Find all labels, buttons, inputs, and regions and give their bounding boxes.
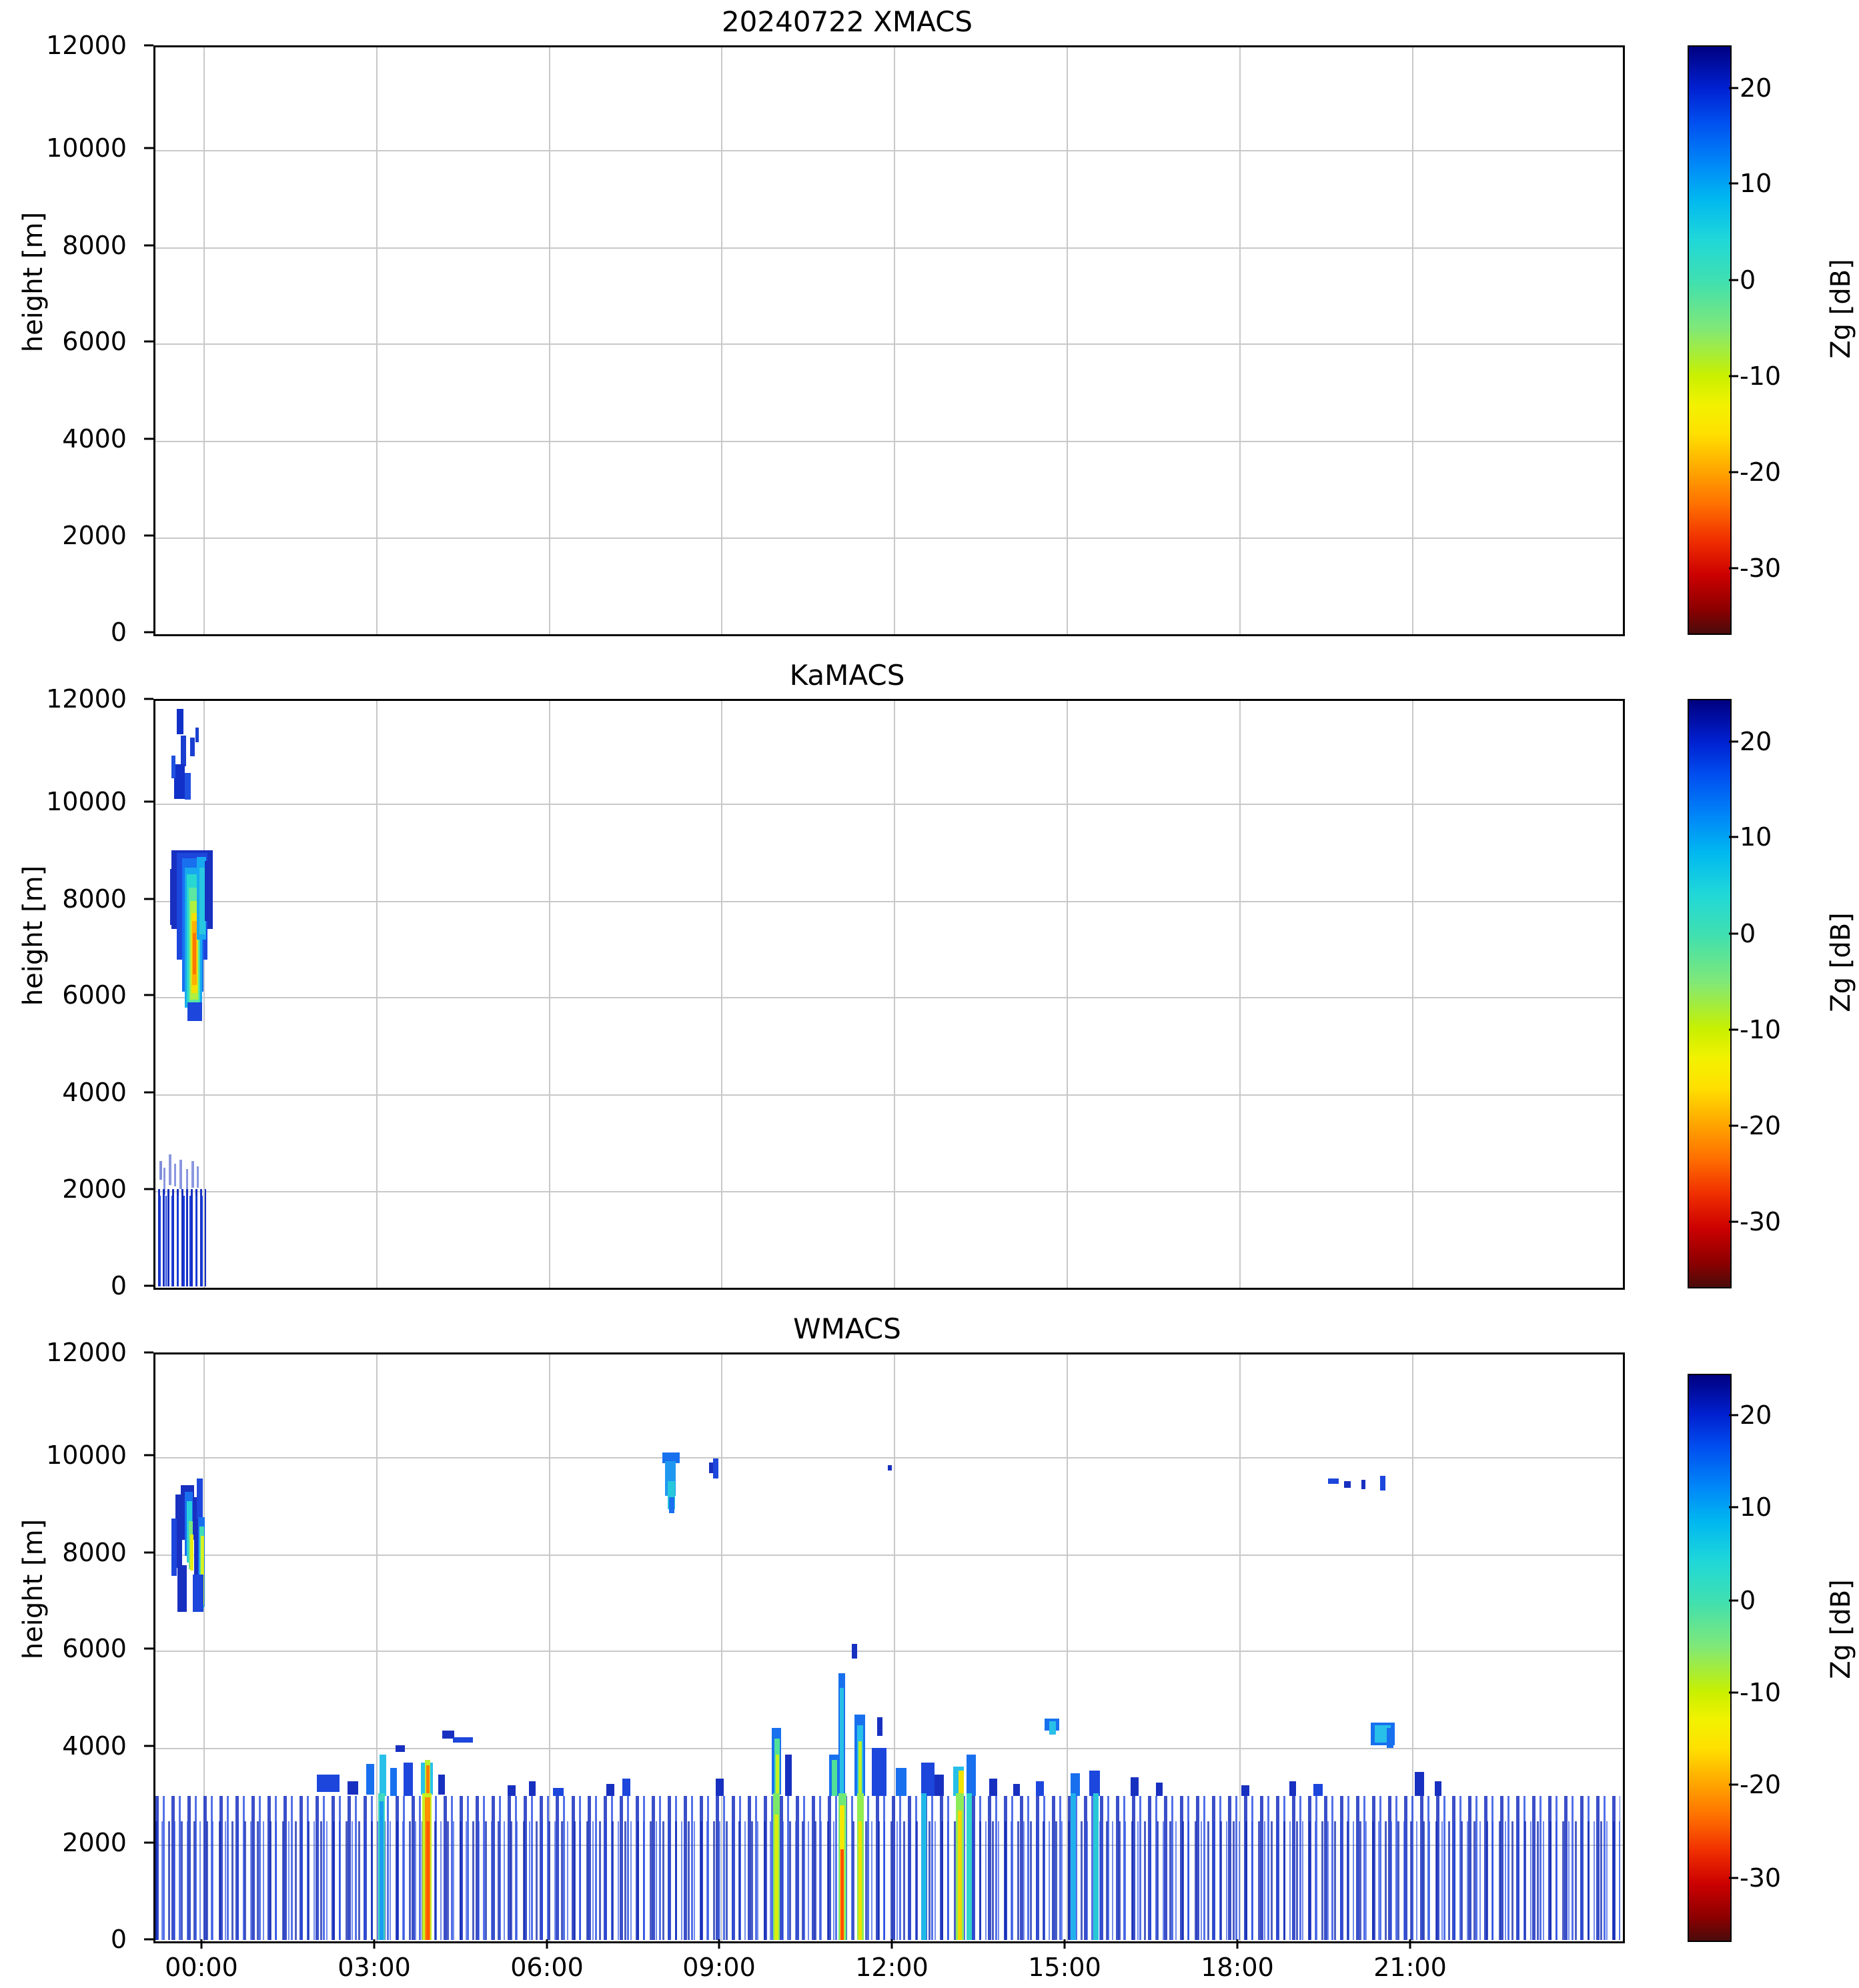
echo-feature xyxy=(888,1465,892,1470)
echo-feature xyxy=(1289,1781,1296,1796)
echo-feature xyxy=(713,1458,718,1478)
echo-feature xyxy=(190,1535,193,1571)
colorbar-tick-label: 10 xyxy=(1740,169,1772,198)
colorbar-tick-label: -10 xyxy=(1740,1678,1782,1707)
echo-feature xyxy=(317,1775,340,1792)
y-tick-label: 4000 xyxy=(62,1731,127,1761)
x-tick-label: 03:00 xyxy=(338,1953,411,1982)
echo-feature xyxy=(606,1784,614,1796)
echo-feature xyxy=(205,861,211,921)
data-layer-wmacs xyxy=(155,1354,1623,1941)
colorbar-kamacs xyxy=(1688,699,1732,1288)
echo-feature xyxy=(174,1164,176,1186)
echo-feature xyxy=(508,1785,516,1796)
echo-feature xyxy=(169,1154,171,1185)
echo-feature xyxy=(1328,1478,1339,1484)
y-tick-mark xyxy=(144,1092,153,1094)
echo-feature xyxy=(190,738,195,756)
colorbar-gradient xyxy=(1689,700,1730,1287)
colorbar-tick-label: 0 xyxy=(1740,1586,1756,1615)
y-tick-mark xyxy=(144,1352,153,1354)
y-tick-label: 12000 xyxy=(46,684,127,714)
colorbar-label-kamacs: Zg [dB] xyxy=(1826,912,1856,1012)
colorbar-wmacs xyxy=(1688,1374,1732,1942)
panel-title-xmacs: 20240722 XMACS xyxy=(721,5,973,38)
echo-feature xyxy=(1313,1784,1323,1796)
x-tick-label: 06:00 xyxy=(510,1953,584,1982)
echo-feature xyxy=(1435,1781,1441,1796)
x-tick-mark xyxy=(201,1939,203,1949)
y-tick-mark xyxy=(144,1842,153,1844)
y-tick-mark xyxy=(144,1454,153,1456)
echo-feature xyxy=(1049,1721,1056,1735)
panel-title-wmacs: WMACS xyxy=(793,1312,901,1345)
echo-feature xyxy=(348,1781,358,1795)
colorbar-tick-mark xyxy=(1729,1125,1738,1127)
echo-feature xyxy=(1089,1771,1100,1796)
echo-feature xyxy=(181,736,186,766)
x-tick-label: 15:00 xyxy=(1028,1953,1101,1982)
y-axis-label-wmacs: height [m] xyxy=(18,1519,49,1660)
echo-feature xyxy=(669,1497,674,1513)
echo-feature xyxy=(155,1821,1620,1940)
colorbar-tick-mark xyxy=(1729,933,1738,935)
colorbar-tick-mark xyxy=(1729,1221,1738,1223)
echo-feature xyxy=(1387,1728,1393,1748)
echo-feature xyxy=(553,1788,564,1796)
colorbar-tick-mark xyxy=(1729,741,1738,743)
colorbar-tick-mark xyxy=(1729,375,1738,377)
echo-feature xyxy=(185,773,191,800)
x-tick-mark xyxy=(1064,1939,1066,1949)
y-tick-label: 4000 xyxy=(62,1078,127,1107)
echo-feature xyxy=(1071,1773,1080,1796)
echo-feature xyxy=(840,1688,844,1796)
data-layer-kamacs xyxy=(155,701,1623,1288)
echo-feature xyxy=(438,1775,445,1795)
colorbar-tick-mark xyxy=(1729,836,1738,838)
echo-feature xyxy=(171,756,175,778)
colorbar-tick-label: -20 xyxy=(1740,1111,1782,1140)
colorbar-tick-mark xyxy=(1729,1029,1738,1031)
echo-feature xyxy=(959,1771,964,1796)
x-tick-mark xyxy=(891,1939,893,1949)
echo-feature xyxy=(1131,1777,1139,1796)
colorbar-tick-mark xyxy=(1729,1784,1738,1786)
echo-feature xyxy=(1361,1480,1365,1489)
y-tick-label: 8000 xyxy=(62,884,127,914)
data-layer-xmacs xyxy=(155,47,1623,634)
x-tick-mark xyxy=(374,1939,376,1949)
y-axis-label-xmacs: height [m] xyxy=(18,211,49,353)
echo-feature xyxy=(921,1763,935,1796)
echo-feature xyxy=(935,1775,944,1796)
y-tick-mark xyxy=(144,801,153,803)
echo-feature xyxy=(187,1002,202,1021)
echo-feature xyxy=(453,1737,473,1743)
y-tick-mark xyxy=(144,632,153,634)
colorbar-tick-label: -10 xyxy=(1740,1015,1782,1044)
echo-feature xyxy=(366,1764,374,1795)
echo-feature xyxy=(529,1781,536,1796)
echo-feature xyxy=(921,1793,926,1940)
echo-feature xyxy=(858,1821,862,1940)
colorbar-tick-label: -20 xyxy=(1740,457,1782,487)
x-tick-mark xyxy=(1237,1939,1239,1949)
x-tick-label: 21:00 xyxy=(1373,1953,1447,1982)
panel-title-kamacs: KaMACS xyxy=(789,659,905,692)
echo-feature xyxy=(380,1755,386,1796)
echo-feature xyxy=(191,1161,194,1188)
echo-feature xyxy=(785,1755,792,1796)
echo-feature xyxy=(776,1755,779,1796)
echo-feature xyxy=(193,1575,203,1612)
y-tick-label: 12000 xyxy=(46,31,127,60)
echo-feature xyxy=(426,1765,430,1797)
y-tick-mark xyxy=(144,994,153,996)
y-tick-mark xyxy=(144,1939,153,1941)
y-tick-label: 6000 xyxy=(62,1634,127,1663)
panel-wmacs xyxy=(0,1307,1859,1987)
x-tick-label: 12:00 xyxy=(855,1953,928,1982)
echo-feature xyxy=(197,1166,199,1188)
echo-feature xyxy=(967,1755,976,1796)
colorbar-label-xmacs: Zg [dB] xyxy=(1826,259,1856,359)
echo-feature xyxy=(159,1196,206,1286)
colorbar-tick-mark xyxy=(1729,1414,1738,1416)
echo-feature xyxy=(852,1644,857,1659)
echo-feature xyxy=(832,1760,837,1796)
y-tick-label: 6000 xyxy=(62,327,127,356)
colorbar-tick-mark xyxy=(1729,1600,1738,1602)
colorbar-tick-label: -30 xyxy=(1740,554,1782,583)
echo-feature xyxy=(186,1169,188,1189)
colorbar-tick-label: -30 xyxy=(1740,1207,1782,1236)
echo-feature xyxy=(197,1478,203,1519)
echo-feature xyxy=(989,1779,997,1796)
colorbar-xmacs xyxy=(1688,45,1732,635)
echo-feature xyxy=(390,1768,397,1796)
echo-feature xyxy=(716,1779,724,1796)
echo-feature xyxy=(896,1768,906,1796)
y-tick-label: 2000 xyxy=(62,521,127,550)
colorbar-gradient xyxy=(1689,47,1730,634)
echo-feature xyxy=(1344,1481,1351,1488)
echo-feature xyxy=(1380,1476,1385,1490)
y-tick-mark xyxy=(144,438,153,440)
echo-feature xyxy=(171,1519,177,1576)
y-tick-mark xyxy=(144,1188,153,1190)
y-tick-label: 10000 xyxy=(46,787,127,816)
colorbar-tick-label: 0 xyxy=(1740,265,1756,295)
y-tick-mark xyxy=(144,245,153,247)
y-tick-label: 2000 xyxy=(62,1828,127,1857)
echo-feature xyxy=(958,1811,962,1940)
colorbar-tick-mark xyxy=(1729,1877,1738,1879)
x-tick-label: 09:00 xyxy=(682,1953,756,1982)
echo-feature xyxy=(840,1849,844,1940)
echo-feature xyxy=(404,1763,413,1796)
colorbar-tick-label: 20 xyxy=(1740,73,1772,103)
echo-feature xyxy=(380,1801,384,1940)
y-tick-label: 10000 xyxy=(46,133,127,163)
y-tick-label: 10000 xyxy=(46,1440,127,1470)
echo-feature xyxy=(1013,1784,1020,1796)
colorbar-tick-label: -30 xyxy=(1740,1863,1782,1893)
colorbar-tick-label: 10 xyxy=(1740,822,1772,852)
y-tick-mark xyxy=(144,147,153,149)
echo-feature xyxy=(195,728,199,742)
y-tick-mark xyxy=(144,1285,153,1287)
x-tick-label: 00:00 xyxy=(165,1953,238,1982)
colorbar-tick-label: 20 xyxy=(1740,1400,1772,1430)
y-tick-label: 0 xyxy=(110,1925,127,1954)
plot-area-wmacs xyxy=(153,1352,1625,1943)
colorbar-tick-mark xyxy=(1729,279,1738,281)
echo-feature xyxy=(967,1793,972,1940)
echo-feature xyxy=(877,1717,882,1736)
echo-feature xyxy=(159,1161,162,1180)
echo-feature xyxy=(396,1745,405,1752)
y-tick-label: 8000 xyxy=(62,1538,127,1567)
colorbar-label-wmacs: Zg [dB] xyxy=(1826,1579,1856,1679)
colorbar-tick-mark xyxy=(1729,471,1738,473)
y-tick-label: 4000 xyxy=(62,424,127,453)
y-tick-mark xyxy=(144,1648,153,1650)
y-tick-label: 0 xyxy=(110,618,127,647)
y-tick-mark xyxy=(144,341,153,343)
x-tick-mark xyxy=(718,1939,720,1949)
panel-kamacs xyxy=(0,654,1859,1300)
echo-feature xyxy=(774,1815,778,1940)
echo-feature xyxy=(622,1779,630,1796)
colorbar-tick-mark xyxy=(1729,87,1738,89)
echo-feature xyxy=(1156,1783,1163,1796)
y-tick-mark xyxy=(144,698,153,700)
colorbar-tick-label: -20 xyxy=(1740,1770,1782,1799)
colorbar-tick-label: 0 xyxy=(1740,919,1756,948)
y-tick-label: 0 xyxy=(110,1271,127,1300)
colorbar-tick-label: 10 xyxy=(1740,1493,1772,1522)
echo-feature xyxy=(872,1748,886,1796)
echo-feature xyxy=(174,764,185,799)
y-tick-mark xyxy=(144,898,153,900)
echo-feature xyxy=(1093,1793,1099,1940)
echo-feature xyxy=(426,1821,430,1940)
plot-area-kamacs xyxy=(153,699,1625,1290)
echo-feature xyxy=(1071,1793,1076,1940)
echo-feature xyxy=(709,1462,713,1473)
colorbar-tick-mark xyxy=(1729,183,1738,185)
y-tick-mark xyxy=(144,535,153,537)
y-tick-mark xyxy=(144,1745,153,1747)
echo-feature xyxy=(1036,1781,1044,1796)
colorbar-tick-label: -10 xyxy=(1740,361,1782,391)
echo-feature xyxy=(858,1741,862,1796)
plot-area-xmacs xyxy=(153,45,1625,636)
echo-feature xyxy=(1415,1772,1424,1796)
x-tick-mark xyxy=(546,1939,548,1949)
y-axis-label-kamacs: height [m] xyxy=(18,865,49,1006)
y-tick-label: 12000 xyxy=(46,1338,127,1367)
x-tick-mark xyxy=(1409,1939,1411,1949)
x-tick-label: 18:00 xyxy=(1201,1953,1274,1982)
colorbar-tick-mark xyxy=(1729,1507,1738,1509)
colorbar-gradient xyxy=(1689,1375,1730,1941)
y-tick-label: 2000 xyxy=(62,1174,127,1204)
colorbar-tick-label: 20 xyxy=(1740,727,1772,756)
echo-feature xyxy=(170,869,177,925)
panel-xmacs xyxy=(0,0,1859,647)
echo-feature xyxy=(179,1160,182,1189)
colorbar-tick-mark xyxy=(1729,568,1738,570)
echo-feature xyxy=(177,1565,187,1612)
echo-feature xyxy=(193,933,196,974)
y-tick-mark xyxy=(144,45,153,47)
echo-feature xyxy=(1241,1785,1249,1796)
y-tick-mark xyxy=(144,1552,153,1554)
y-tick-label: 6000 xyxy=(62,980,127,1010)
echo-feature xyxy=(177,709,183,734)
y-tick-label: 8000 xyxy=(62,231,127,260)
colorbar-tick-mark xyxy=(1729,1692,1738,1694)
